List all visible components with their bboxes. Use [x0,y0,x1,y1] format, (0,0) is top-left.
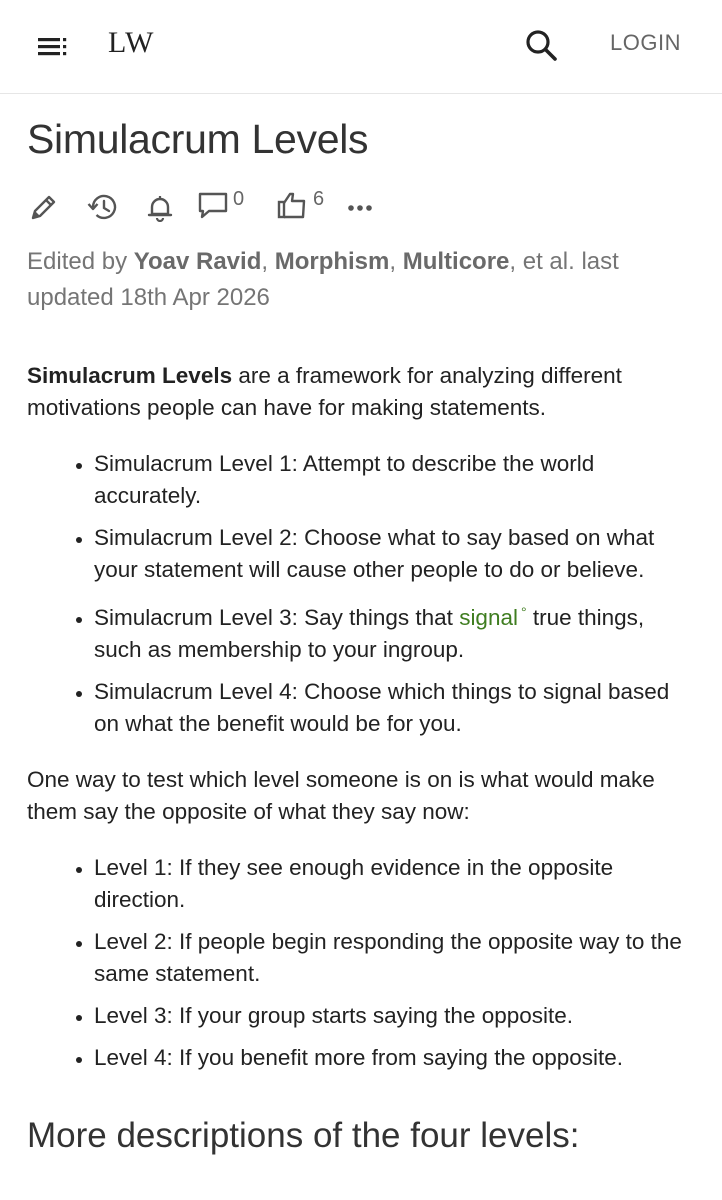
byline-prefix: Edited by [27,248,128,275]
menu-icon[interactable] [36,34,72,60]
list-item: • Level 1: If they see enough evidence in the opposite direction. [94,852,695,916]
intro-term: Simulacrum Levels [27,363,233,388]
byline-etal[interactable]: , et al. [509,248,575,275]
list-item-text: true things, such as membership to your ingroup. [94,605,645,662]
edit-icon[interactable] [29,192,59,222]
comments-control[interactable] [197,190,244,220]
list-item: • Simulacrum Level 4: Choose which things to signal based on what the benefit would be for you. [94,676,695,740]
intro-paragraph [27,360,695,424]
tests-list [27,852,695,1074]
bell-icon[interactable] [147,194,173,222]
intro-text: are a framework for analyzing different motivations people can have for making statements. [27,363,622,420]
comment-icon [197,190,229,220]
test-intro-paragraph: One way to test which level someone is on is what would make them say the opposite of what they say now: [27,767,655,824]
article-body [27,360,695,1098]
thumbs-up-icon [277,190,309,220]
author-link[interactable]: Morphism [274,248,390,275]
history-icon[interactable] [87,192,121,222]
search-icon[interactable] [524,28,560,64]
page-toolbar [27,186,687,226]
page-title: Simulacrum Levels [27,116,369,162]
list-item: • Simulacrum Level 2: Choose what to say based on what your statement will cause other people to do or believe. [94,522,695,586]
byline: Edited by Yoav Ravid, Morphism, Multicore, et al. last updated 18th Apr 2026 [27,248,619,311]
section-heading: More descriptions of the four levels: [27,1116,580,1155]
link-degree-icon: ° [520,604,527,620]
list-item: • Level 2: If people begin responding the opposite way to the same statement. [94,926,695,990]
vote-control[interactable] [277,190,324,220]
levels-list [27,448,695,740]
vote-count: 6 [313,188,325,210]
author-link[interactable]: Yoav Ravid [133,248,262,275]
list-item: • Level 3: If your group starts saying the opposite. [94,1000,695,1032]
list-item: • Simulacrum Level 1: Attempt to describe the world accurately. [94,448,695,512]
list-item: • Level 4: If you benefit more from saying the opposite. [94,1042,695,1074]
login-button[interactable]: LOGIN [610,30,681,55]
comment-count: 0 [233,188,245,210]
top-bar [0,0,722,94]
author-link[interactable]: Multicore [402,248,510,275]
last-updated: last updated 18th Apr 2026 [27,248,619,311]
list-item [94,596,695,666]
site-logo[interactable]: LW [108,26,155,59]
more-options-icon[interactable] [347,204,373,212]
list-item-text: Simulacrum Level 3: Say things that [94,605,460,630]
signal-link[interactable]: signal [459,605,518,630]
